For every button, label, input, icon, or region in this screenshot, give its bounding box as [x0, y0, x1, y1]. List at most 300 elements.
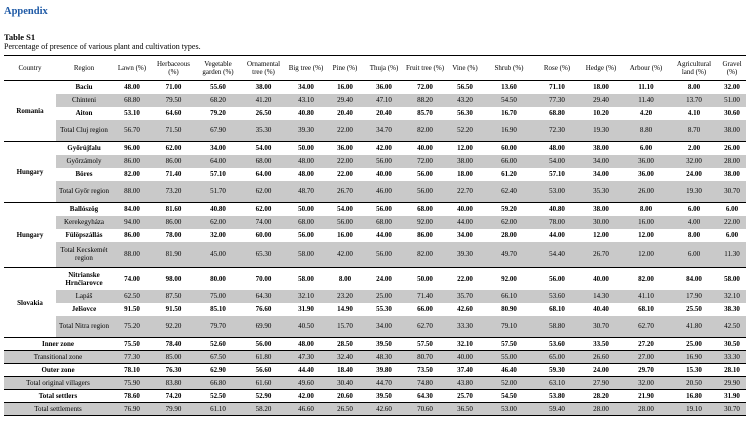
value-cell: 76.90 [112, 403, 152, 416]
value-cell: 41.80 [670, 316, 718, 338]
value-cell: 12.00 [622, 242, 670, 268]
value-cell: 32.10 [446, 338, 484, 351]
value-cell: 82.00 [124, 170, 140, 178]
value-cell: 40.00 [457, 205, 473, 214]
value-cell: 40.00 [446, 351, 484, 364]
value-cell: 72.00 [404, 155, 446, 168]
value-cell: 76.60 [255, 305, 272, 313]
value-cell: 34.00 [457, 231, 473, 239]
value-cell: 34.70 [364, 120, 404, 142]
value-cell: 27.90 [580, 377, 622, 390]
value-cell: 27.00 [622, 351, 670, 364]
value-cell: 74.00 [124, 274, 140, 283]
value-cell: 92.20 [152, 316, 195, 338]
value-cell: 6.00 [725, 205, 739, 214]
value-cell: 15.70 [326, 316, 364, 338]
value-cell: 66.10 [484, 290, 534, 303]
value-cell: 59.30 [534, 364, 580, 377]
region-cell: Fülöpszállás [65, 231, 103, 239]
table-row [4, 94, 746, 107]
summary-row [4, 377, 746, 390]
value-cell: 56.00 [376, 205, 392, 214]
value-cell: 71.50 [152, 120, 195, 142]
value-cell: 38.00 [255, 83, 272, 92]
table-row [4, 303, 746, 316]
value-cell: 59.40 [534, 403, 580, 416]
value-cell: 54.00 [534, 155, 580, 168]
value-cell: 29.90 [718, 377, 746, 390]
value-cell: 78.00 [534, 216, 580, 229]
value-cell: 24.00 [686, 170, 702, 178]
value-cell: 60.00 [501, 144, 517, 153]
value-cell: 81.60 [165, 205, 182, 214]
value-cell: 44.70 [364, 377, 404, 390]
value-cell: 53.10 [124, 109, 140, 117]
value-cell: 85.10 [210, 305, 226, 313]
value-cell: 86.00 [152, 155, 195, 168]
value-cell: 24.00 [376, 274, 392, 283]
table-row [4, 81, 746, 94]
value-cell: 54.50 [484, 390, 534, 403]
appendix-heading: Appendix [4, 6, 48, 17]
value-cell: 6.00 [725, 231, 739, 239]
value-cell: 10.20 [593, 109, 609, 117]
value-cell: 55.60 [210, 83, 226, 92]
column-header: Vine (%) [446, 56, 484, 81]
column-header: Agricultural land (%) [670, 56, 718, 81]
value-cell: 56.30 [457, 109, 473, 117]
value-cell: 96.00 [124, 144, 140, 153]
column-header: Fruit tree (%) [404, 56, 446, 81]
value-cell: 81.90 [152, 242, 195, 268]
value-cell: 58.20 [241, 403, 286, 416]
value-cell: 53.00 [484, 403, 534, 416]
value-cell: 40.00 [417, 144, 433, 153]
value-cell: 13.60 [501, 83, 517, 92]
value-cell: 52.60 [195, 338, 241, 351]
column-header: Rose (%) [534, 56, 580, 81]
region-cell: Total Nitra region [56, 316, 112, 338]
value-cell: 26.50 [255, 109, 272, 117]
column-header: Ornamental tree (%) [241, 56, 286, 81]
value-cell: 88.20 [404, 94, 446, 107]
value-cell: 11.40 [622, 94, 670, 107]
table-header [4, 56, 746, 81]
summary-row [4, 364, 746, 377]
table-row [4, 142, 746, 155]
country-cell: Romania [4, 81, 56, 142]
value-cell: 40.80 [298, 109, 314, 117]
value-cell: 28.20 [580, 390, 622, 403]
value-cell: 45.00 [195, 242, 241, 268]
value-cell: 62.70 [622, 316, 670, 338]
value-cell: 76.30 [152, 364, 195, 377]
value-cell: 56.70 [112, 120, 152, 142]
value-cell: 74.80 [404, 377, 446, 390]
value-cell: 78.60 [112, 390, 152, 403]
value-cell: 62.90 [195, 364, 241, 377]
value-cell: 57.10 [210, 170, 226, 178]
value-cell: 56.60 [241, 364, 286, 377]
value-cell: 36.50 [446, 403, 484, 416]
value-cell: 28.00 [580, 403, 622, 416]
value-cell: 22.00 [326, 120, 364, 142]
value-cell: 57.50 [404, 338, 446, 351]
value-cell: 65.00 [534, 351, 580, 364]
value-cell: 12.00 [638, 231, 654, 239]
value-cell: 60.00 [255, 231, 272, 239]
value-cell: 83.80 [152, 377, 195, 390]
value-cell: 32.10 [718, 290, 746, 303]
value-cell: 32.00 [724, 83, 740, 92]
summary-label-cell: Inner zone [4, 338, 112, 351]
value-cell: 36.00 [376, 83, 392, 92]
summary-label-cell: Total settlements [4, 403, 112, 416]
value-cell: 62.40 [484, 181, 534, 203]
value-cell: 40.50 [286, 316, 326, 338]
value-cell: 75.20 [112, 316, 152, 338]
column-header: Vegetable garden (%) [195, 56, 241, 81]
value-cell: 40.40 [593, 305, 609, 313]
region-cell: Győrújfalu [67, 144, 101, 153]
value-cell: 28.10 [718, 364, 746, 377]
column-header: Arbour (%) [622, 56, 670, 81]
value-cell: 30.40 [326, 377, 364, 390]
value-cell: 79.70 [195, 316, 241, 338]
value-cell: 48.00 [124, 83, 140, 92]
value-cell: 12.00 [457, 144, 473, 153]
summary-label-cell: Total original villagers [4, 377, 112, 390]
value-cell: 8.00 [338, 274, 352, 283]
value-cell: 48.00 [549, 144, 565, 153]
value-cell: 53.80 [534, 390, 580, 403]
value-cell: 30.70 [718, 403, 746, 416]
value-cell: 62.00 [165, 144, 182, 153]
summary-label-cell: Transitional zone [4, 351, 112, 364]
value-cell: 68.10 [549, 305, 565, 313]
value-cell: 15.30 [670, 364, 718, 377]
value-cell: 68.00 [241, 155, 286, 168]
value-cell: 67.90 [195, 120, 241, 142]
value-cell: 44.00 [446, 216, 484, 229]
region-cell: Jelšovce [71, 305, 97, 313]
value-cell: 80.90 [501, 305, 517, 313]
region-cell: Total Győr region [56, 181, 112, 203]
value-cell: 42.00 [326, 242, 364, 268]
value-cell: 82.00 [404, 242, 446, 268]
summary-row [4, 403, 746, 416]
value-cell: 18.00 [593, 83, 609, 92]
value-cell: 58.80 [534, 316, 580, 338]
value-cell: 44.00 [549, 231, 565, 239]
document [4, 4, 746, 416]
value-cell: 54.40 [534, 242, 580, 268]
value-cell: 32.00 [670, 155, 718, 168]
value-cell: 56.50 [457, 83, 473, 92]
value-cell: 39.50 [364, 338, 404, 351]
value-cell: 34.00 [580, 155, 622, 168]
value-cell: 70.00 [255, 274, 272, 283]
value-cell: 16.70 [501, 109, 517, 117]
value-cell: 80.00 [210, 274, 226, 283]
country-cell: Hungary [4, 142, 56, 203]
value-cell: 40.80 [549, 205, 565, 214]
value-cell: 85.00 [152, 351, 195, 364]
value-cell: 19.30 [670, 181, 718, 203]
country-cell: Hungary [4, 203, 56, 268]
column-header: Lawn (%) [112, 56, 152, 81]
value-cell: 58.00 [298, 274, 314, 283]
value-cell: 32.10 [286, 290, 326, 303]
value-cell: 62.00 [484, 216, 534, 229]
value-cell: 28.00 [501, 231, 517, 239]
value-cell: 27.20 [622, 338, 670, 351]
country-cell: Slovakia [4, 268, 56, 338]
value-cell: 44.40 [286, 364, 326, 377]
summary-label-cell: Outer zone [4, 364, 112, 377]
region-cell: Chinteni [56, 94, 112, 107]
value-cell: 34.00 [364, 316, 404, 338]
value-cell: 22.70 [446, 181, 484, 203]
value-cell: 22.00 [718, 216, 746, 229]
value-cell: 31.90 [298, 305, 314, 313]
value-cell: 74.00 [241, 216, 286, 229]
region-cell: Total Kecskemét region [56, 242, 112, 268]
value-cell: 56.00 [417, 170, 433, 178]
value-cell: 68.10 [638, 305, 654, 313]
value-cell: 77.30 [112, 351, 152, 364]
value-cell: 42.60 [457, 305, 473, 313]
value-cell: 32.00 [622, 377, 670, 390]
value-cell: 61.80 [241, 351, 286, 364]
value-cell: 35.30 [241, 120, 286, 142]
value-cell: 29.70 [622, 364, 670, 377]
value-cell: 94.00 [112, 216, 152, 229]
value-cell: 46.00 [364, 181, 404, 203]
value-cell: 78.40 [152, 338, 195, 351]
value-cell: 8.70 [670, 120, 718, 142]
table-caption: Percentage of presence of various plant and cultivation types. [4, 42, 201, 51]
value-cell: 32.00 [210, 231, 226, 239]
value-cell: 8.00 [687, 83, 701, 92]
value-cell: 21.90 [622, 390, 670, 403]
value-cell: 42.00 [286, 390, 326, 403]
value-cell: 41.10 [622, 290, 670, 303]
value-cell: 42.60 [364, 403, 404, 416]
region-cell: Nitrianske Hrnčiarovce [65, 270, 103, 287]
value-cell: 71.10 [549, 83, 565, 92]
value-cell: 92.00 [501, 274, 517, 283]
value-cell: 22.00 [457, 274, 473, 283]
value-cell: 74.20 [152, 390, 195, 403]
value-cell: 68.80 [549, 109, 565, 117]
value-cell: 38.00 [593, 205, 609, 214]
value-cell: 34.00 [210, 144, 226, 153]
value-cell: 86.00 [152, 216, 195, 229]
value-cell: 38.30 [724, 305, 740, 313]
value-cell: 64.00 [255, 170, 272, 178]
column-header: Pine (%) [326, 56, 364, 81]
value-cell: 4.00 [670, 216, 718, 229]
value-cell: 52.90 [241, 390, 286, 403]
value-cell: 47.10 [364, 94, 404, 107]
value-cell: 37.40 [446, 364, 484, 377]
value-cell: 68.00 [364, 216, 404, 229]
value-cell: 67.50 [195, 351, 241, 364]
column-header: Herbaceous (%) [152, 56, 195, 81]
value-cell: 42.50 [718, 316, 746, 338]
value-cell: 68.80 [112, 94, 152, 107]
value-cell: 42.00 [376, 144, 392, 153]
value-cell: 41.20 [241, 94, 286, 107]
value-cell: 38.00 [446, 155, 484, 168]
value-cell: 91.50 [165, 305, 182, 313]
value-cell: 39.50 [364, 390, 404, 403]
value-cell: 75.00 [195, 290, 241, 303]
value-cell: 44.00 [376, 231, 392, 239]
value-cell: 59.20 [501, 205, 517, 214]
value-cell: 82.00 [638, 274, 654, 283]
value-cell: 28.00 [622, 403, 670, 416]
value-cell: 2.00 [687, 144, 701, 153]
value-cell: 84.00 [124, 205, 140, 214]
value-cell: 54.00 [255, 144, 272, 153]
value-cell: 53.00 [534, 181, 580, 203]
value-cell: 24.00 [580, 364, 622, 377]
region-cell: Baciu [75, 83, 93, 92]
value-cell: 65.30 [241, 242, 286, 268]
value-cell: 11.30 [718, 242, 746, 268]
value-cell: 22.00 [337, 170, 353, 178]
value-cell: 54.50 [484, 94, 534, 107]
table-row [4, 316, 746, 338]
value-cell: 19.10 [670, 403, 718, 416]
value-cell: 75.90 [112, 377, 152, 390]
value-cell: 18.00 [457, 170, 473, 178]
region-cell: Kerekegyháza [56, 216, 112, 229]
table-row [4, 229, 746, 242]
table-row [4, 242, 746, 268]
value-cell: 36.00 [638, 170, 654, 178]
value-cell: 73.20 [152, 181, 195, 203]
value-cell: 6.00 [639, 144, 653, 153]
value-cell: 14.30 [580, 290, 622, 303]
value-cell: 12.00 [593, 231, 609, 239]
value-cell: 79.90 [152, 403, 195, 416]
value-cell: 19.30 [580, 120, 622, 142]
value-cell: 16.00 [337, 83, 353, 92]
table-row [4, 168, 746, 181]
value-cell: 25.70 [446, 390, 484, 403]
value-cell: 40.80 [210, 205, 226, 214]
summary-row [4, 351, 746, 364]
value-cell: 68.00 [286, 216, 326, 229]
value-cell: 28.00 [718, 155, 746, 168]
value-cell: 33.30 [446, 316, 484, 338]
value-cell: 48.00 [286, 155, 326, 168]
value-cell: 70.60 [404, 403, 446, 416]
value-cell: 26.60 [580, 351, 622, 364]
value-cell: 64.30 [241, 290, 286, 303]
value-cell: 80.70 [404, 351, 446, 364]
value-cell: 61.60 [241, 377, 286, 390]
value-cell: 36.00 [337, 144, 353, 153]
value-cell: 52.50 [195, 390, 241, 403]
value-cell: 32.40 [326, 351, 364, 364]
data-table [4, 55, 746, 416]
region-cell: Lapáš [56, 290, 112, 303]
value-cell: 30.00 [580, 216, 622, 229]
value-cell: 14.90 [337, 305, 353, 313]
value-cell: 62.00 [255, 205, 272, 214]
value-cell: 87.50 [152, 290, 195, 303]
value-cell: 64.00 [195, 155, 241, 168]
value-cell: 78.00 [165, 231, 182, 239]
value-cell: 92.00 [404, 216, 446, 229]
value-cell: 6.00 [670, 242, 718, 268]
value-cell: 48.30 [364, 351, 404, 364]
value-cell: 66.00 [484, 155, 534, 168]
value-cell: 43.20 [446, 94, 484, 107]
value-cell: 51.70 [195, 181, 241, 203]
table-row [4, 107, 746, 120]
value-cell: 55.00 [484, 351, 534, 364]
value-cell: 50.00 [298, 144, 314, 153]
value-cell: 16.90 [484, 120, 534, 142]
value-cell: 78.10 [112, 364, 152, 377]
value-cell: 40.00 [376, 170, 392, 178]
value-cell: 86.00 [112, 155, 152, 168]
value-cell: 56.00 [404, 181, 446, 203]
value-cell: 38.00 [724, 170, 740, 178]
value-cell: 48.00 [298, 170, 314, 178]
column-header: Shrub (%) [484, 56, 534, 81]
value-cell: 63.10 [534, 377, 580, 390]
value-cell: 66.00 [417, 305, 433, 313]
value-cell: 72.00 [417, 83, 433, 92]
value-cell: 84.00 [686, 274, 702, 283]
value-cell: 8.80 [622, 120, 670, 142]
value-cell: 30.60 [724, 109, 740, 117]
value-cell: 56.00 [549, 274, 565, 283]
value-cell: 20.60 [326, 390, 364, 403]
table-row [4, 203, 746, 216]
value-cell: 16.90 [670, 351, 718, 364]
value-cell: 16.80 [670, 390, 718, 403]
value-cell: 56.00 [241, 338, 286, 351]
value-cell: 66.80 [195, 377, 241, 390]
value-cell: 39.30 [446, 242, 484, 268]
value-cell: 33.30 [718, 351, 746, 364]
value-cell: 30.70 [580, 316, 622, 338]
value-cell: 77.30 [534, 94, 580, 107]
value-cell: 26.00 [622, 181, 670, 203]
value-cell: 40.00 [593, 274, 609, 283]
value-cell: 36.00 [622, 155, 670, 168]
value-cell: 62.50 [112, 290, 152, 303]
value-cell: 16.00 [622, 216, 670, 229]
value-cell: 51.00 [718, 94, 746, 107]
value-cell: 26.70 [326, 181, 364, 203]
value-cell: 17.90 [670, 290, 718, 303]
summary-row [4, 390, 746, 403]
value-cell: 55.30 [376, 305, 392, 313]
value-cell: 26.70 [580, 242, 622, 268]
value-cell: 86.00 [124, 231, 140, 239]
table-body [4, 81, 746, 416]
value-cell: 43.10 [286, 94, 326, 107]
value-cell: 69.90 [241, 316, 286, 338]
